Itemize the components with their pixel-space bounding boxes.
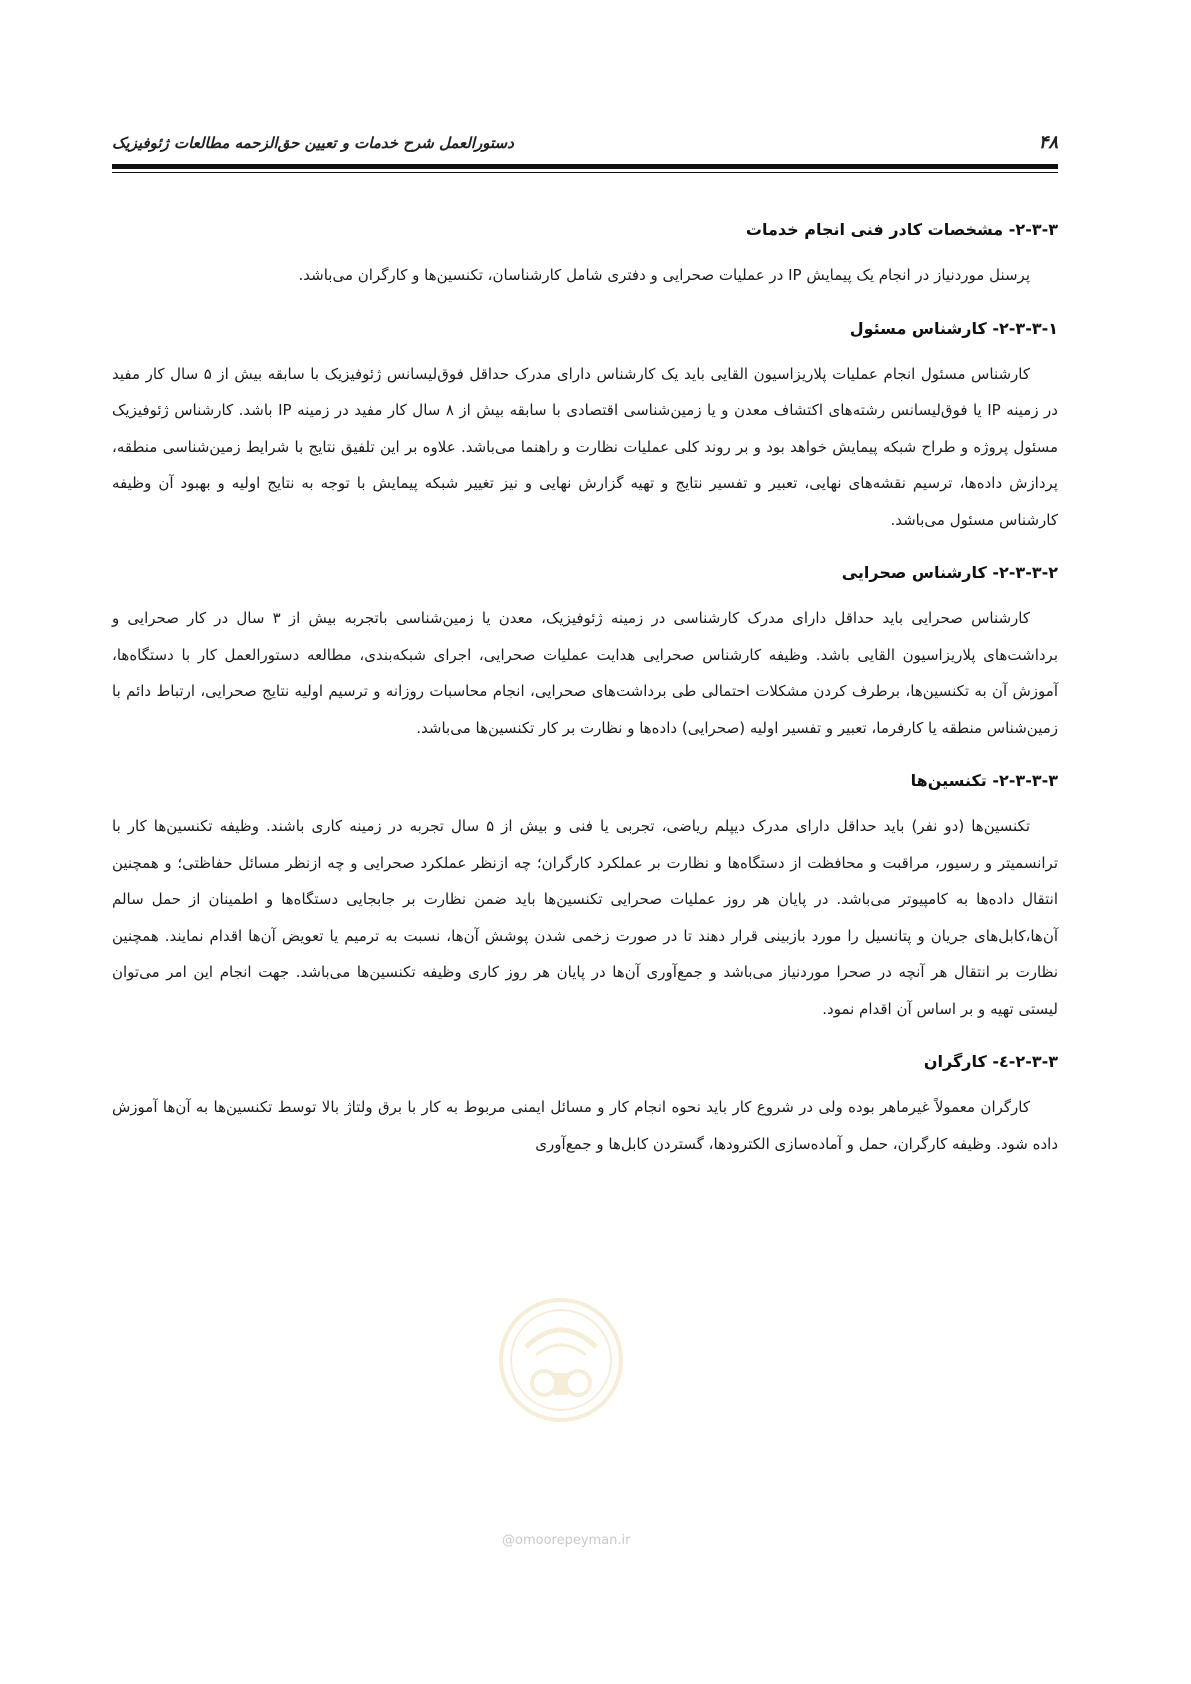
paragraph-workers: کارگران معمولاً غیرماهر بوده ولی در شروع کار باید نحوه انجام کار و مسائل ایمنی مربوط به کار با برق ولتاژ بالا توسط تکنسین‌ها به آن‌ها آموزش داده شود. وظیفه کارگران، حمل و آماده‌سازی الکترودها، گستردن کابل‌ها و جمع‌آوری [112,1098,1058,1153]
section-heading-technicians: ۲-۳-۳-۳- تکنسین‌ها [910,771,1058,790]
running-header [112,128,1058,168]
header-rule-thick [112,164,1058,169]
watermark-site-label: omoorepeyman.ir [515,1533,631,1548]
watermark-at-icon: @ [502,1533,515,1548]
section-heading-staff: ۲-۳-۳- مشخصات کادر فنی انجام خدمات [745,220,1058,239]
page-number: ۴۸ [1038,132,1058,153]
paragraph-chief-expert: کارشناس مسئول انجام عملیات پلاریزاسیون القایی باید یک کارشناس دارای مدرک حداقل فوق‌لیسانس ژئوفیزیک با سابقه بیش از ۵ سال کار مفید در زمینه IP یا فوق‌لیسانس رشته‌های اکتشاف معدن و یا زمین‌شناسی اقتصادی با سابقه بیش از ۸ سال کار مفید در زمینه IP باشد. کارشناس ژئوفیزیک مسئول پروژه و طراح شبکه پیمایش خواهد بود و بر روند کلی عملیات نظارت و راهنما می‌باشد. علاوه بر این تلفیق نتایج با شرایط زمین‌شناسی منطقه، پردازش داده‌ها، ترسیم نقشه‌های نهایی، تعبیر و تفسیر نتایج و تهیه گزارش نهایی و نیز تغییر شبکه پیمایش با توجه به نتایج اولیه و بهبود آن وظیفه کارشناس مسئول می‌باشد. [112,364,1058,529]
section-heading-field-expert: ۲-۳-۳-۲- کارشناس صحرایی [841,563,1058,582]
watermark-site-text [502,1533,672,1548]
section-heading-chief-expert: ۲-۳-۳-۱- کارشناس مسئول [849,318,1058,338]
section-heading-workers: ۲-۳-۳-٤- کارگران [923,1052,1058,1071]
running-title: دستورالعمل شرح خدمات و تعیین حق‌الزحمه مطالعات ژئوفیزیک [112,134,514,152]
body-content [112,215,1058,1162]
header-rule-thin [112,172,1058,173]
paragraph-field-expert: کارشناس صحرایی باید حداقل دارای مدرک کارشناسی در زمینه ژئوفیزیک، معدن یا زمین‌شناسی باتجربه بیش از ۳ سال در کار صحرایی و برداشت‌های پلاریزاسیون القایی باشد. وظیفه کارشناس صحرایی هدایت عملیات صحرایی، اجرای شبکه‌بندی، مطالعه دستورالعمل کار با دستگاه‌ها، آموزش آن به تکنسین‌ها، برطرف کردن مشکلات احتمالی طی برداشت‌های صحرایی، انجام محاسبات روزانه و ترسیم اولیه نتایج صحرایی، ارتباط دائم با زمین‌شناس منطقه یا کارفرما، تعبیر و تفسیر اولیه (صحرایی) داده‌ها و نظارت بر کار تکنسین‌ها می‌باشد. [112,609,1058,737]
paragraph-technicians: تکنسین‌ها (دو نفر) باید حداقل دارای مدرک دیپلم ریاضی، تجربی یا فنی و بیش از ۵ سال تجربه در زمینه کاری باشند. وظیفه تکنسین‌ها کار با ترانسمیتر و رسیور، مراقبت و محافظت از دستگاه‌ها و نظارت بر عملکرد کارگران؛ چه ازنظر عملکرد صحرایی و چه ازنظر مسائل حفاظتی؛ و همچنین انتقال داده‌ها به کامپیوتر می‌باشد. در پایان هر روز عملیات صحرایی تکنسین‌ها باید ضمن نظارت بر جابجایی دستگاه‌ها و اطمینان از حمل سالم آن‌ها،کابل‌های جریان و پتانسیل را مورد بازبینی قرار دهند تا در صورت زخمی شدن پوشش آن‌ها، نسبت به ترمیم یا تعویض آن‌ها اقدام نمایند. همچنین نظارت بر انتقال هر آنچه در صحرا موردنیاز می‌باشد و جمع‌آوری آن‌ها در پایان هر روز کاری وظیفه تکنسین‌ها می‌باشد. جهت انجام این امر می‌توان لیستی تهیه و بر اساس آن اقدام نمود. [112,817,1058,1018]
watermark-seal-icon [496,1295,626,1425]
paragraph-staff: پرسنل موردنیاز در انجام یک پیمایش IP در عملیات صحرایی و دفتری شامل کارشناسان، تکنسین‌ها و کارگران می‌باشد. [298,266,1030,284]
